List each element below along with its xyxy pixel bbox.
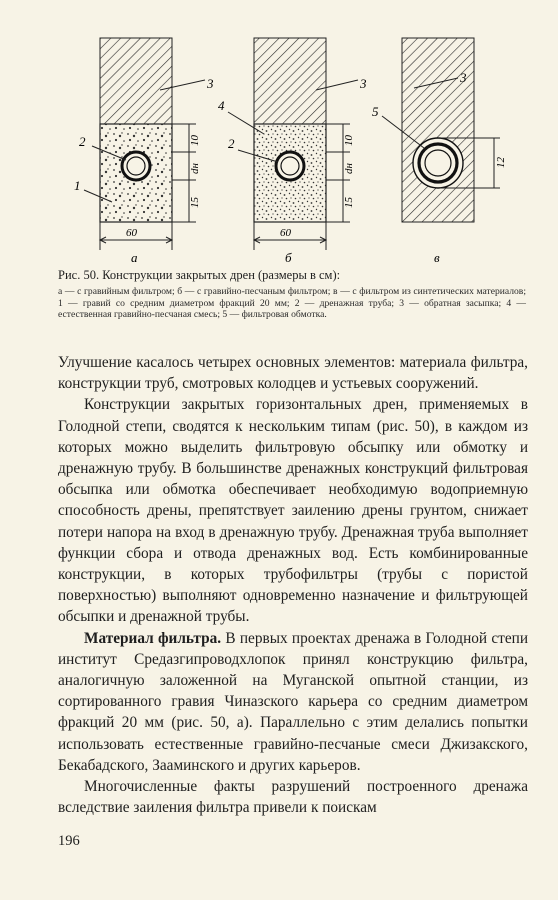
panel-label-a: а bbox=[131, 250, 138, 265]
figure-panel-c bbox=[372, 38, 507, 265]
label-c-3: 3 bbox=[460, 70, 467, 85]
drain-construction-figure bbox=[0, 0, 558, 268]
label-b-2: 2 bbox=[228, 136, 235, 151]
label-a-10: 10 bbox=[189, 135, 201, 146]
label-c-5: 5 bbox=[372, 104, 379, 119]
panel-label-c: в bbox=[434, 250, 440, 265]
label-a-3: 3 bbox=[207, 76, 214, 91]
label-b-dn: dн bbox=[343, 163, 355, 174]
label-a-1: 1 bbox=[74, 178, 81, 193]
figure-caption: Рис. 50. Конструкции закрытых дрен (размеры в см): bbox=[58, 268, 341, 282]
label-a-dn: dн bbox=[189, 163, 201, 174]
label-b-4: 4 bbox=[218, 98, 225, 113]
label-a-15: 15 bbox=[189, 197, 201, 208]
paragraph-4: Многочисленные факты разрушений построенного дренажа вследствие заиления фильтра привели к поискам bbox=[58, 778, 528, 817]
page-number: 196 bbox=[58, 833, 80, 849]
paragraph-2: Конструкции закрытых горизонтальных дрен, применяемых в Голодной степи, сводятся к нескольким типам (рис. 50), в каждом из которых можно выделить фильтровую обсыпку или обмотку и дренажную трубу. В большинстве дренажных конструкций фильтровая обсыпка или обмотка обеспечивает необходимую водоприемную способность дрены, препятствует заилению дрены грунтом, снижает потери напора на вход в дренажную трубу. Дренажная труба выполняет функции сбора и отвода дренажных вод. Есть комбинированные конструкции, в которых трубофильтры (трубы с пористой поверхностью) выполняют одновременно назначение и фильтрующей обсыпки и дренажной трубы. bbox=[58, 396, 528, 626]
paragraph-1: Улучшение касалось четырех основных элементов: материала фильтра, конструкции труб, смотровых колодцев и устьевых сооружений. bbox=[58, 354, 528, 393]
label-b-10: 10 bbox=[343, 135, 355, 146]
label-a-2: 2 bbox=[79, 134, 86, 149]
paragraph-3 bbox=[58, 628, 528, 776]
panel-label-b: б bbox=[285, 250, 292, 265]
label-c-12: 12 bbox=[495, 157, 507, 168]
figure-legend: а — с гравийным фильтром; б — с гравийно-песчаным фильтром; в — с фильтром из синтетических материалов; 1 — гравий со средним диаметром фракций 20 мм; 2 — дренажная труба; 3 — обратная засыпка; 4 — естественная гравийно-песчаная смесь; 5 — фильтровая обмотка. bbox=[58, 286, 526, 321]
label-a-60: 60 bbox=[126, 227, 137, 239]
section-heading: Материал фильтра. bbox=[84, 629, 222, 647]
figure-panel-a bbox=[74, 38, 214, 265]
paragraph-3-text: В первых проектах дренажа в Голодной степи институт Средазгипроводхлопок принял конструкцию фильтра, аналогичную заложенной на Муганской опытной станции, из сортированного гравия Чиназского карьера со средним диаметром фракций 20 мм (рис. 50, а). Параллельно с этим делались попытки использовать естественные гравийно-песчаные смеси Джизакского, Бекабадского, Зааминского и других карьеров. bbox=[58, 629, 529, 774]
figure-panel-b bbox=[218, 38, 367, 265]
label-b-3: 3 bbox=[360, 76, 367, 91]
body-text bbox=[58, 352, 528, 818]
label-b-15: 15 bbox=[343, 197, 355, 208]
label-b-60: 60 bbox=[280, 227, 291, 239]
